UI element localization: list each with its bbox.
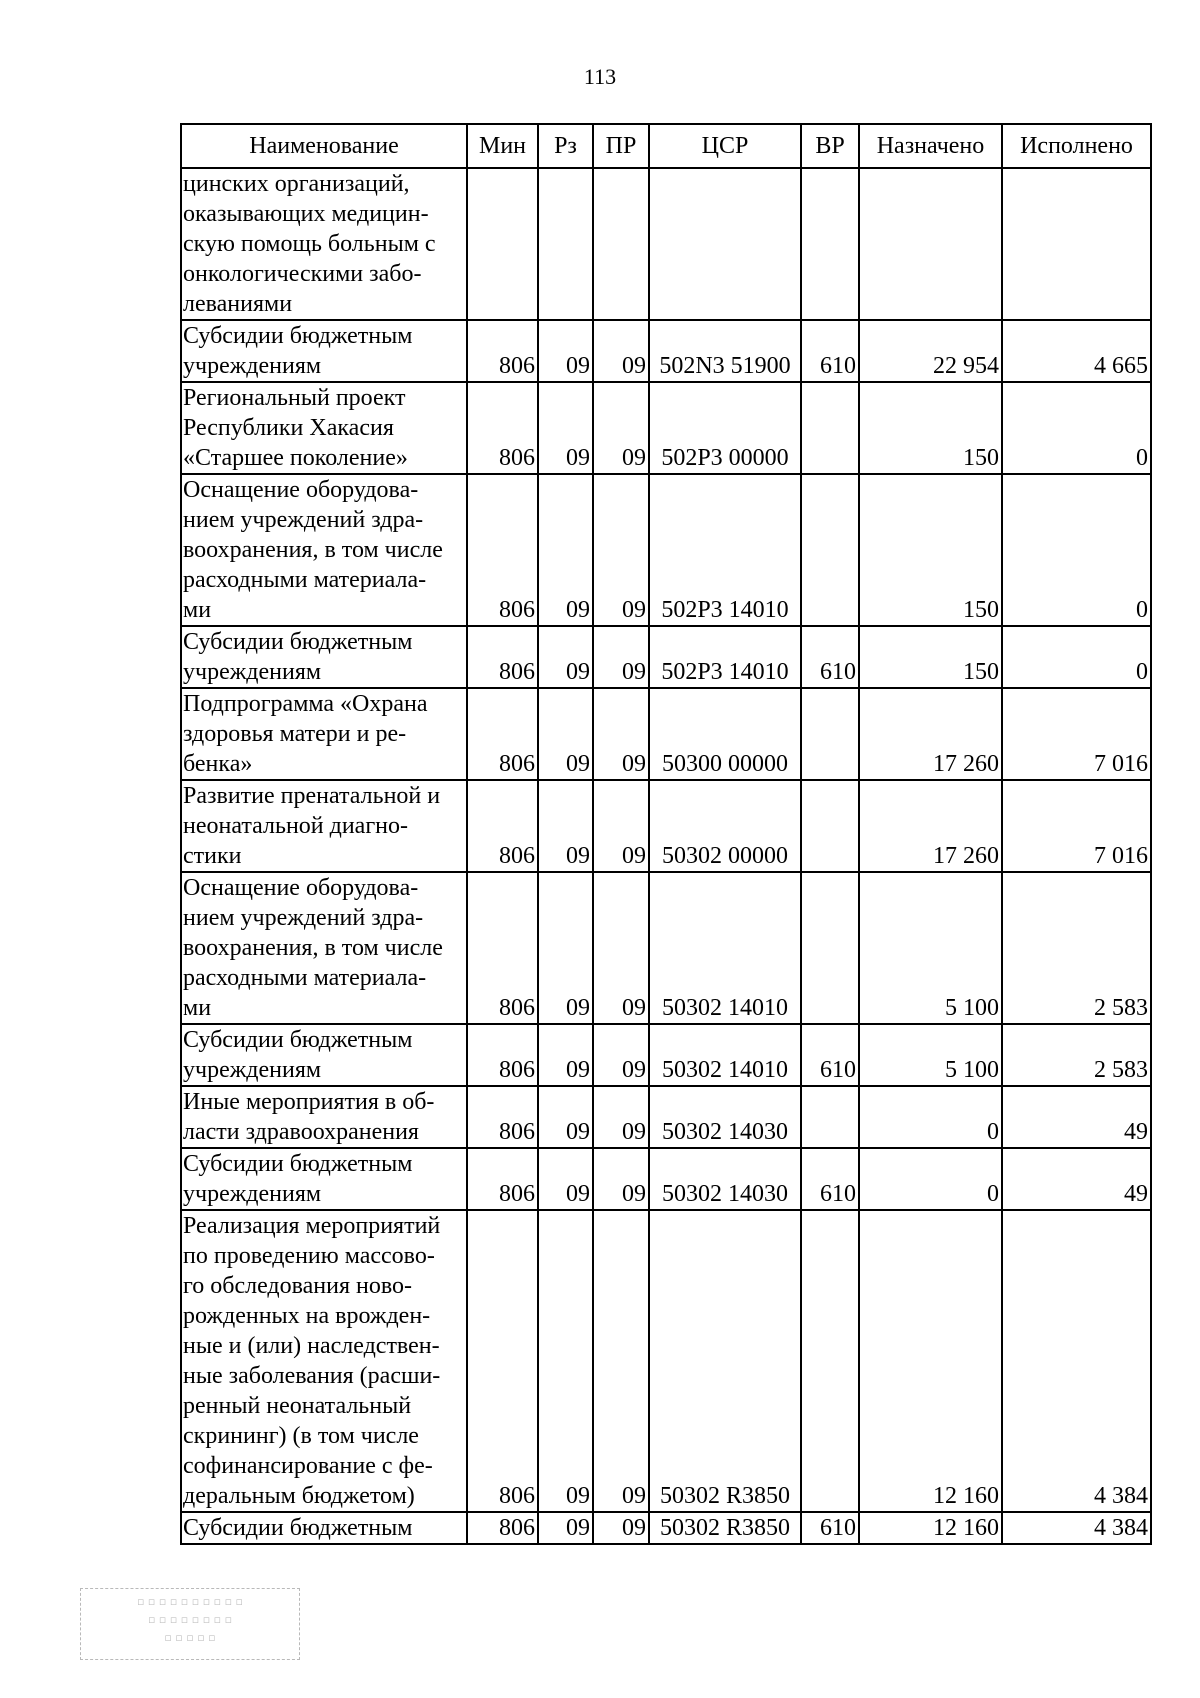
- table-row: [181, 168, 1151, 320]
- table-body: [181, 168, 1151, 1544]
- cell-csr: 50302 14010: [649, 872, 801, 1024]
- table-row: [181, 382, 1151, 474]
- cell-rz: 09: [538, 320, 593, 382]
- table-row: [181, 780, 1151, 872]
- cell-min: [467, 168, 538, 320]
- cell-pr: 09: [593, 474, 649, 626]
- page-number: 113: [583, 64, 617, 89]
- header-name: Наименование: [181, 124, 467, 168]
- header-rz: Рз: [538, 124, 593, 168]
- cell-name: Развитие пренатальной и неонатальной диагно- стики: [181, 780, 467, 872]
- table-row: [181, 626, 1151, 688]
- cell-vr: [801, 474, 859, 626]
- cell-vr: [801, 780, 859, 872]
- cell-executed: 0: [1002, 474, 1151, 626]
- cell-name: Региональный проект Республики Хакасия «Старшее поколение»: [181, 382, 467, 474]
- header-csr: ЦСР: [649, 124, 801, 168]
- header-assigned: Назначено: [859, 124, 1002, 168]
- cell-min: 806: [467, 1148, 538, 1210]
- cell-csr: 50302 14030: [649, 1148, 801, 1210]
- cell-min: 806: [467, 474, 538, 626]
- cell-assigned: [859, 168, 1002, 320]
- table-row: [181, 1148, 1151, 1210]
- cell-csr: 50302 R3850: [649, 1210, 801, 1512]
- cell-csr: 50302 00000: [649, 780, 801, 872]
- cell-name: Субсидии бюджетным учреждениям: [181, 626, 467, 688]
- cell-min: 806: [467, 1024, 538, 1086]
- cell-rz: 09: [538, 626, 593, 688]
- cell-assigned: 12 160: [859, 1512, 1002, 1544]
- cell-assigned: 150: [859, 626, 1002, 688]
- cell-pr: 09: [593, 1210, 649, 1512]
- cell-assigned: 5 100: [859, 1024, 1002, 1086]
- cell-executed: 7 016: [1002, 688, 1151, 780]
- cell-rz: [538, 168, 593, 320]
- cell-csr: 502N3 51900: [649, 320, 801, 382]
- budget-table: [180, 123, 1152, 1545]
- cell-rz: 09: [538, 872, 593, 1024]
- cell-pr: 09: [593, 780, 649, 872]
- cell-assigned: 0: [859, 1148, 1002, 1210]
- cell-min: 806: [467, 382, 538, 474]
- cell-assigned: 150: [859, 382, 1002, 474]
- cell-csr: 50302 R3850: [649, 1512, 801, 1544]
- table-row: [181, 320, 1151, 382]
- table-row: [181, 688, 1151, 780]
- cell-assigned: 5 100: [859, 872, 1002, 1024]
- stamp-watermark: ▫ ▫ ▫ ▫ ▫ ▫ ▫ ▫ ▫ ▫ ▫ ▫ ▫ ▫ ▫ ▫ ▫ ▫ ▫ ▫ ▫ ▫ ▫: [80, 1588, 300, 1660]
- cell-pr: 09: [593, 872, 649, 1024]
- cell-assigned: 17 260: [859, 780, 1002, 872]
- cell-executed: 0: [1002, 626, 1151, 688]
- cell-pr: 09: [593, 1512, 649, 1544]
- header-min: Мин: [467, 124, 538, 168]
- cell-min: 806: [467, 780, 538, 872]
- cell-csr: 50300 00000: [649, 688, 801, 780]
- cell-min: 806: [467, 872, 538, 1024]
- cell-vr: [801, 168, 859, 320]
- cell-executed: [1002, 168, 1151, 320]
- cell-vr: [801, 382, 859, 474]
- header-vr: ВР: [801, 124, 859, 168]
- header-executed: Исполнено: [1002, 124, 1151, 168]
- cell-min: 806: [467, 1210, 538, 1512]
- cell-assigned: 150: [859, 474, 1002, 626]
- cell-name: Реализация мероприятий по проведению массово- го обследования ново- рожденных на врожден- ные и (или) наследствен- ные заболевания (расши- ренный неонатальный скрининг) (в том числе софинансирование с фе- деральным бюджетом): [181, 1210, 467, 1512]
- cell-csr: 50302 14010: [649, 1024, 801, 1086]
- cell-vr: 610: [801, 1148, 859, 1210]
- cell-vr: [801, 872, 859, 1024]
- cell-pr: 09: [593, 1148, 649, 1210]
- cell-pr: 09: [593, 1024, 649, 1086]
- cell-rz: 09: [538, 1148, 593, 1210]
- cell-rz: 09: [538, 1086, 593, 1148]
- cell-csr: 502P3 00000: [649, 382, 801, 474]
- cell-vr: [801, 1086, 859, 1148]
- cell-assigned: 17 260: [859, 688, 1002, 780]
- cell-csr: 502P3 14010: [649, 474, 801, 626]
- cell-vr: 610: [801, 626, 859, 688]
- cell-name: Оснащение оборудова- нием учреждений здра- воохранения, в том числе расходными материала- ми: [181, 872, 467, 1024]
- cell-executed: 7 016: [1002, 780, 1151, 872]
- cell-name: Субсидии бюджетным учреждениям: [181, 1148, 467, 1210]
- cell-name: Оснащение оборудова- нием учреждений здра- воохранения, в том числе расходными материала- ми: [181, 474, 467, 626]
- cell-rz: 09: [538, 780, 593, 872]
- cell-pr: 09: [593, 320, 649, 382]
- cell-vr: [801, 688, 859, 780]
- table-row: [181, 1024, 1151, 1086]
- cell-min: 806: [467, 1512, 538, 1544]
- cell-executed: 49: [1002, 1148, 1151, 1210]
- cell-executed: 0: [1002, 382, 1151, 474]
- cell-executed: 4 665: [1002, 320, 1151, 382]
- cell-min: 806: [467, 688, 538, 780]
- cell-csr: [649, 168, 801, 320]
- cell-rz: 09: [538, 688, 593, 780]
- cell-csr: 502P3 14010: [649, 626, 801, 688]
- cell-assigned: 0: [859, 1086, 1002, 1148]
- cell-vr: 610: [801, 320, 859, 382]
- table-row: [181, 872, 1151, 1024]
- cell-csr: 50302 14030: [649, 1086, 801, 1148]
- cell-min: 806: [467, 1086, 538, 1148]
- table-row: [181, 474, 1151, 626]
- cell-name: Субсидии бюджетным учреждениям: [181, 1024, 467, 1086]
- cell-name: Подпрограмма «Охрана здоровья матери и ре- бенка»: [181, 688, 467, 780]
- cell-pr: 09: [593, 382, 649, 474]
- table-row: [181, 1512, 1151, 1544]
- cell-executed: 4 384: [1002, 1210, 1151, 1512]
- cell-min: 806: [467, 320, 538, 382]
- cell-pr: 09: [593, 1086, 649, 1148]
- cell-pr: 09: [593, 688, 649, 780]
- table-row: [181, 1086, 1151, 1148]
- cell-pr: [593, 168, 649, 320]
- cell-vr: 610: [801, 1512, 859, 1544]
- cell-executed: 2 583: [1002, 872, 1151, 1024]
- cell-rz: 09: [538, 382, 593, 474]
- cell-rz: 09: [538, 1210, 593, 1512]
- cell-assigned: 12 160: [859, 1210, 1002, 1512]
- header-row: [181, 124, 1151, 168]
- cell-name: Субсидии бюджетным: [181, 1512, 467, 1544]
- cell-name: Иные мероприятия в об- ласти здравоохранения: [181, 1086, 467, 1148]
- cell-executed: 2 583: [1002, 1024, 1151, 1086]
- cell-executed: 4 384: [1002, 1512, 1151, 1544]
- cell-rz: 09: [538, 1512, 593, 1544]
- cell-rz: 09: [538, 474, 593, 626]
- cell-assigned: 22 954: [859, 320, 1002, 382]
- table-row: [181, 1210, 1151, 1512]
- cell-name: Субсидии бюджетным учреждениям: [181, 320, 467, 382]
- cell-executed: 49: [1002, 1086, 1151, 1148]
- cell-pr: 09: [593, 626, 649, 688]
- cell-vr: 610: [801, 1024, 859, 1086]
- cell-min: 806: [467, 626, 538, 688]
- cell-name: цинских организаций, оказывающих медицин- скую помощь больным с онкологическими забо- леваниями: [181, 168, 467, 320]
- cell-rz: 09: [538, 1024, 593, 1086]
- cell-vr: [801, 1210, 859, 1512]
- header-pr: ПР: [593, 124, 649, 168]
